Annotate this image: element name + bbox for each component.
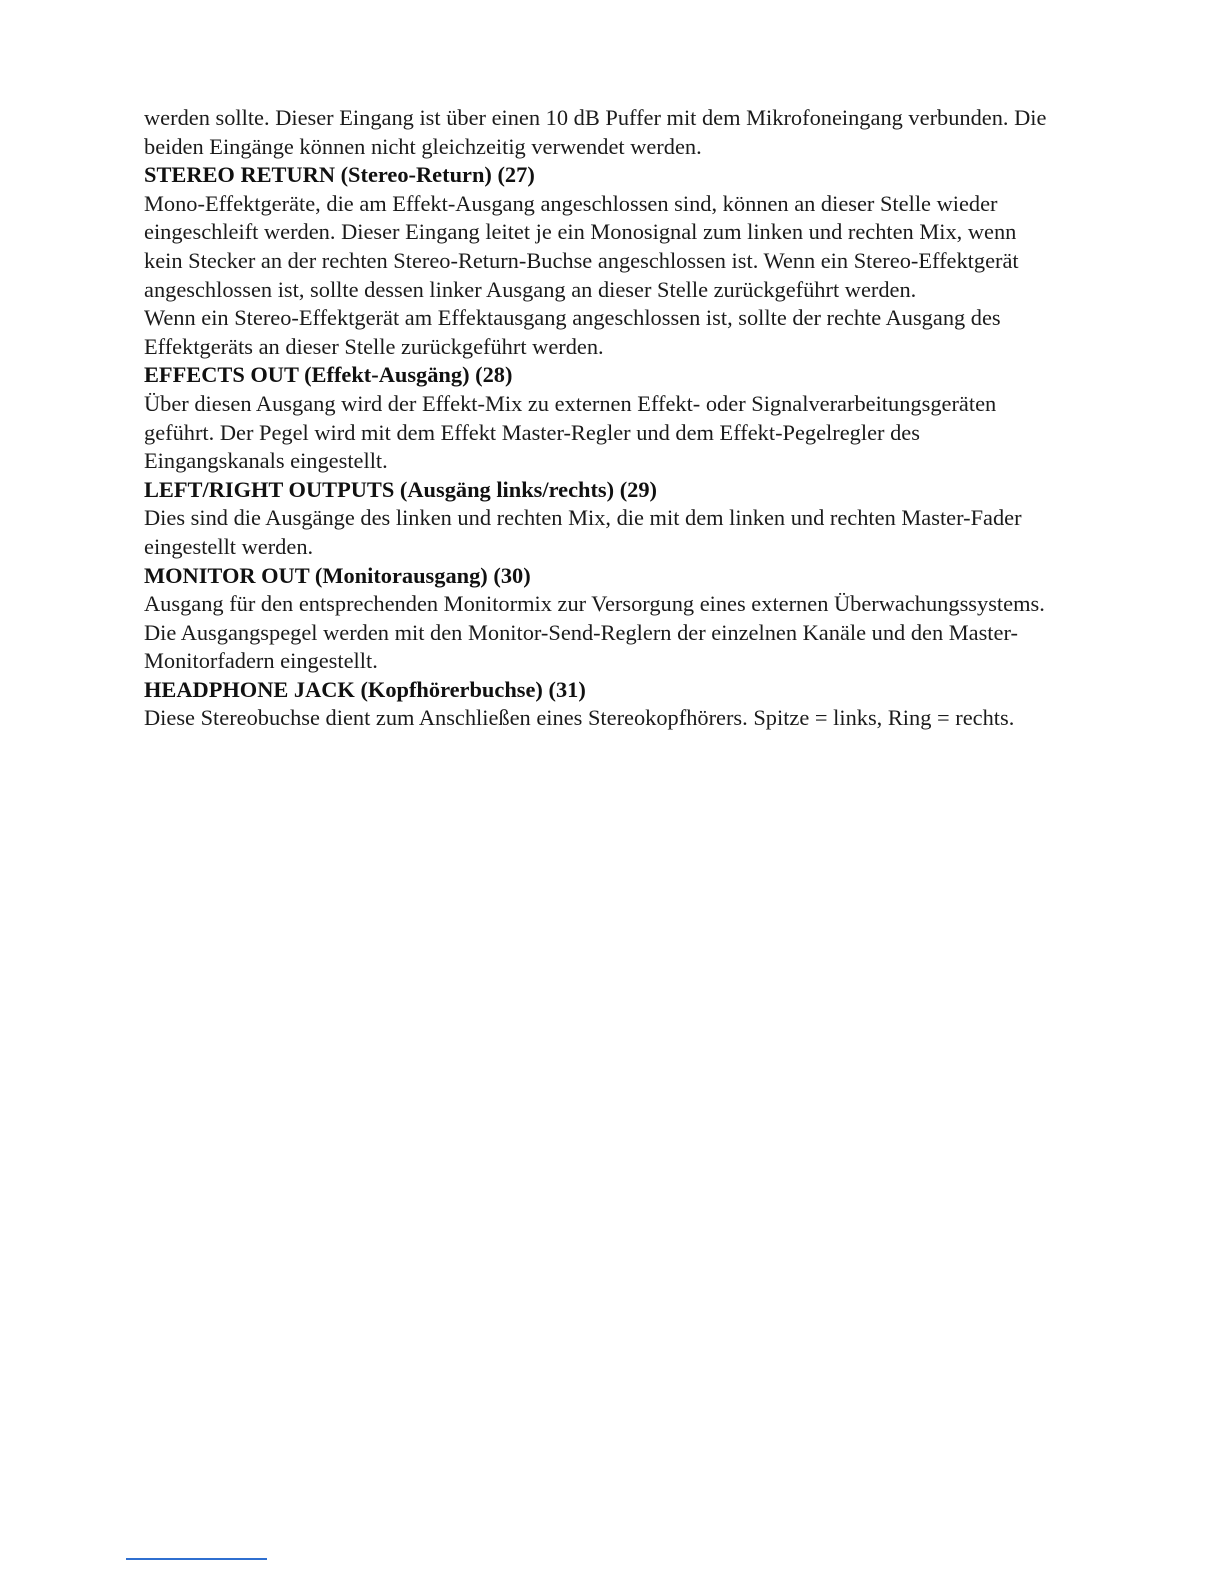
heading-text: HEADPHONE JACK (Kopfhörerbuchse) (31) [144,676,586,702]
paragraph-line: Über diesen Ausgang wird der Effekt-Mix zu externen Effekt- oder Signalverarbeitungsgeräten [144,390,997,416]
headphone-jack-paragraph [144,704,1119,733]
stereo-return-paragraph-2 [144,304,1119,361]
paragraph-line: kein Stecker an der rechten Stereo-Return-Buchse angeschlossen ist. Wenn ein Stereo-Effektgerät [144,247,1019,273]
paragraph-line: Mono-Effektgeräte, die am Effekt-Ausgang angeschlossen sind, können an dieser Stelle wieder [144,190,998,216]
paragraph-line: angeschlossen ist, sollte dessen linker Ausgang an dieser Stelle zurückgeführt werden. [144,276,917,302]
monitor-out-paragraph [144,590,1119,676]
intro-paragraph [144,104,1119,161]
paragraph-line: werden sollte. Dieser Eingang ist über einen 10 dB Puffer mit dem Mikrofoneingang verbunden. Die [144,105,1047,130]
heading-headphone-jack [144,676,1119,705]
heading-stereo-return [144,161,1119,190]
paragraph-line: Effektgeräts an dieser Stelle zurückgeführt werden. [144,333,604,359]
heading-monitor-out [144,562,1119,591]
paragraph-line: Diese Stereobuchse dient zum Anschließen eines Stereokopfhörers. Spitze = links, Ring = rechts. [144,705,1015,731]
paragraph-line: beiden Eingänge können nicht gleichzeitig verwendet werden. [144,133,702,159]
left-right-outputs-paragraph [144,504,1119,561]
paragraph-line: Eingangskanals eingestellt. [144,448,388,474]
paragraph-line: Dies sind die Ausgänge des linken und rechten Mix, die mit dem linken und rechten Master-Fader [144,505,1022,531]
heading-effects-out [144,361,1119,390]
document-page [144,104,1119,733]
heading-text: EFFECTS OUT (Effekt-Ausgäng) (28) [144,362,513,388]
paragraph-line: Ausgang für den entsprechenden Monitormix zur Versorgung eines externen Überwachungssystems. [144,591,1045,617]
paragraph-line: eingestellt werden. [144,533,314,559]
stereo-return-paragraph-1 [144,190,1119,304]
heading-text: LEFT/RIGHT OUTPUTS (Ausgäng links/rechts) (29) [144,476,657,502]
paragraph-line: eingeschleift werden. Dieser Eingang leitet je ein Monosignal zum linken und rechten Mix, wenn [144,219,1017,245]
effects-out-paragraph [144,390,1119,476]
heading-text: MONITOR OUT (Monitorausgang) (30) [144,562,531,588]
paragraph-line: Monitorfadern eingestellt. [144,648,378,674]
paragraph-line: Wenn ein Stereo-Effektgerät am Effektausgang angeschlossen ist, sollte der rechte Ausgang des [144,305,1001,331]
heading-left-right-outputs [144,476,1119,505]
paragraph-line: geführt. Der Pegel wird mit dem Effekt Master-Regler und dem Effekt-Pegelregler des [144,419,920,445]
footer-rule [126,1558,267,1560]
paragraph-line: Die Ausgangspegel werden mit den Monitor-Send-Reglern der einzelnen Kanäle und den Master- [144,619,1018,645]
heading-text: STEREO RETURN (Stereo-Return) (27) [144,162,535,188]
